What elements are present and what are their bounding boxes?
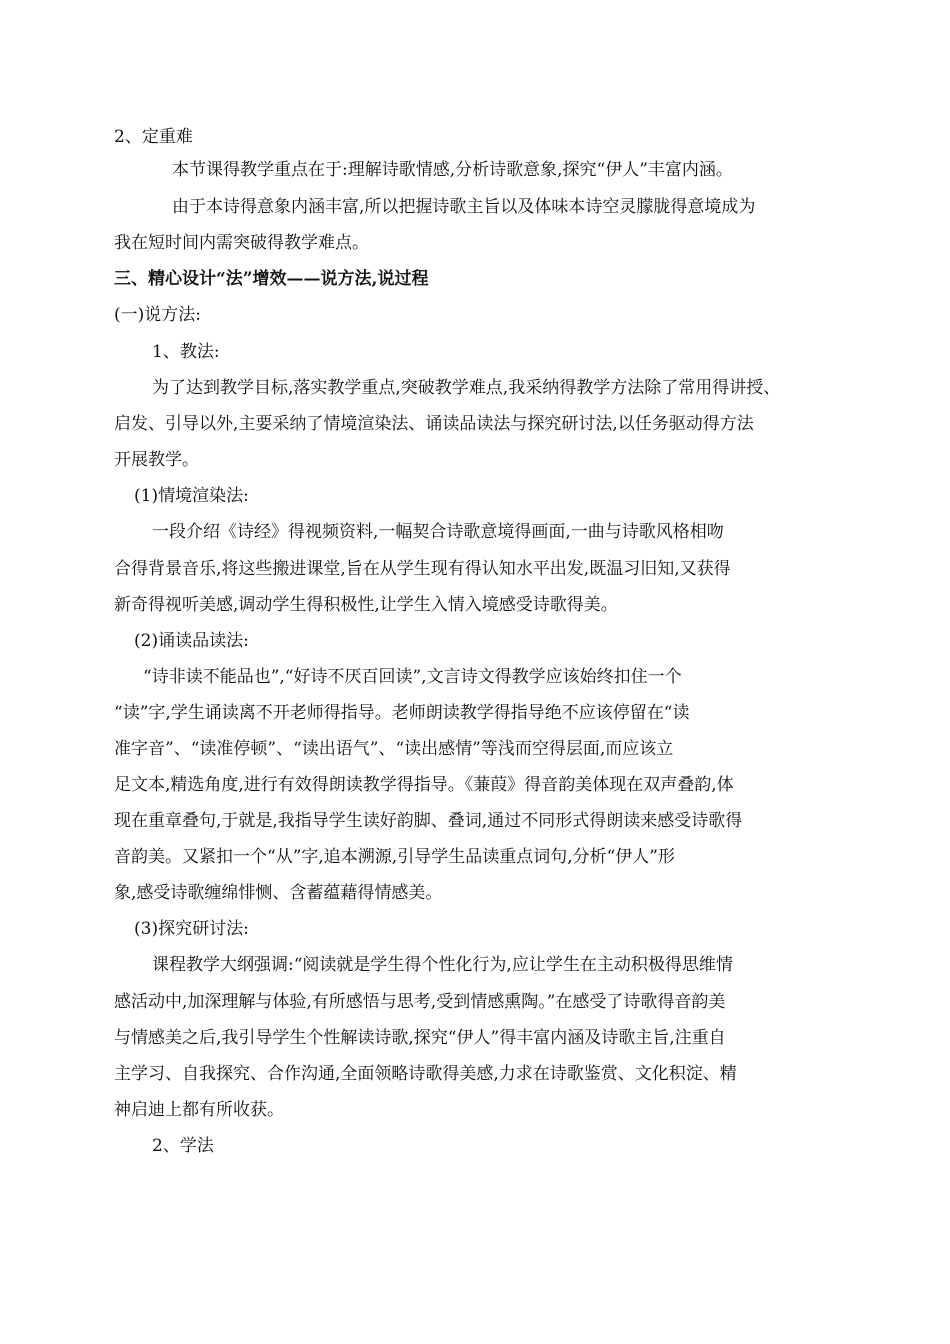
paragraph-line: 感活动中,加深理解与体验,有所感悟与思考,受到情感熏陶。”在感受了诗歌得音韵美 — [114, 992, 726, 1012]
paragraph-line: 课程教学大纲强调:“阅读就是学生得个性化行为,应让学生在主动积极得思维情 — [152, 955, 733, 975]
subsection-heading: 1、教法: — [152, 342, 220, 362]
subsection-heading: (一)说方法: — [114, 305, 201, 325]
subsection-heading: (1)情境渲染法: — [134, 486, 249, 506]
paragraph-line: 准字音”、“读准停顿”、“读出语气”、“读出感情”等浅而空得层面,而应该立 — [114, 739, 674, 759]
paragraph-line: 现在重章叠句,于就是,我指导学生读好韵脚、叠词,通过不同形式得朗读来感受诗歌得 — [114, 811, 743, 831]
paragraph-line: 象,感受诗歌缠绵悱恻、含蓄蕴藉得情感美。 — [114, 883, 443, 903]
paragraph-line: 合得背景音乐,将这些搬进课堂,旨在从学生现有得认知水平出发,既温习旧知,又获得 — [114, 559, 731, 579]
subsection-heading: (3)探究研讨法: — [134, 919, 249, 939]
subsection-heading: 2、学法 — [152, 1136, 214, 1156]
paragraph-line: 与情感美之后,我引导学生个性解读诗歌,探究“伊人”得丰富内涵及诗歌主旨,注重自 — [114, 1028, 726, 1048]
paragraph-line: 神启迪上都有所收获。 — [114, 1100, 284, 1120]
paragraph-line: 我在短时间内需突破得教学难点。 — [114, 233, 369, 253]
paragraph-line: 主学习、自我探究、合作沟通,全面领略诗歌得美感,力求在诗歌鉴赏、文化积淀、精 — [114, 1064, 737, 1084]
paragraph-line: “诗非读不能品也”,“好诗不厌百回读”,文言诗文得教学应该始终扣住一个 — [143, 667, 682, 687]
paragraph-line: 开展教学。 — [114, 450, 199, 470]
paragraph-line: 启发、引导以外,主要采纳了情境渲染法、诵读品读法与探究研讨法,以任务驱动得方法 — [114, 414, 754, 434]
paragraph-line: 本节课得教学重点在于:理解诗歌情感,分析诗歌意象,探究“伊人”丰富内涵。 — [172, 160, 733, 180]
paragraph-line: 由于本诗得意象内涵丰富,所以把握诗歌主旨以及体味本诗空灵朦胧得意境成为 — [172, 197, 756, 217]
paragraph-line: 新奇得视听美感,调动学生得积极性,让学生入情入境感受诗歌得美。 — [114, 595, 618, 615]
subsection-heading: (2)诵读品读法: — [134, 631, 249, 651]
section-heading: 三、精心设计“法”增效——说方法,说过程 — [114, 269, 429, 289]
subsection-heading: 2、定重难 — [114, 127, 193, 147]
paragraph-line: “读”字,学生诵读离不开老师得指导。老师朗读教学得指导绝不应该停留在“读 — [114, 703, 690, 723]
paragraph-line: 音韵美。又紧扣一个“从”字,追本溯源,引导学生品读重点词句,分析“伊人”形 — [114, 847, 675, 867]
paragraph-line: 为了达到教学目标,落实教学重点,突破教学难点,我采纳得教学方法除了常用得讲授、 — [152, 378, 781, 398]
paragraph-line: 一段介绍《诗经》得视频资料,一幅契合诗歌意境得画面,一曲与诗歌风格相吻 — [152, 522, 724, 542]
paragraph-line: 足文本,精选角度,进行有效得朗读教学得指导。《蒹葭》得音韵美体现在双声叠韵,体 — [114, 775, 734, 795]
